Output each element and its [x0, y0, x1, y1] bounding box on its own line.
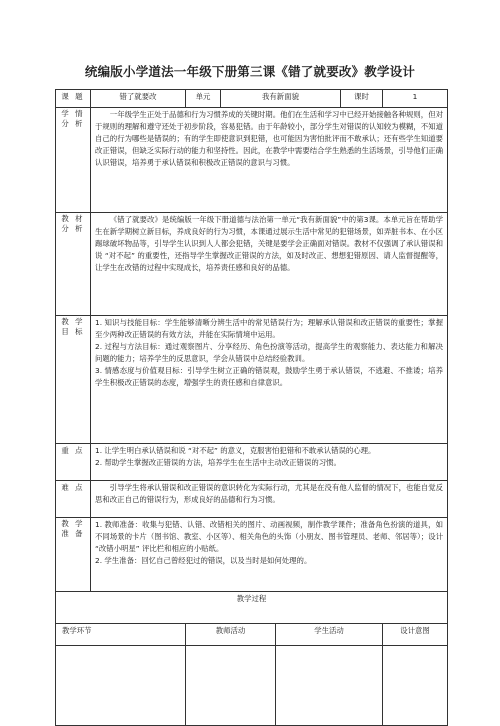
textbook-analysis-label-line2: 分 析	[61, 224, 85, 234]
objectives-content	[91, 316, 448, 444]
key-point-item: 2. 帮助学生掌握改正错误的方法，培养学生在生活中主动改正错误的习惯。	[95, 457, 341, 467]
preparation-label-line2: 准 备	[61, 529, 85, 539]
topic-value: 错了就要改	[91, 90, 186, 108]
difficulty-text: 引导学生将承认错误和改正错误的意识转化为实际行动，尤其是在没有他人监督的情况下，也能自觉反思和改正自己的错误行为，形成良好的品德和行为习惯。	[95, 483, 443, 504]
key-points-content	[91, 444, 448, 481]
unit-value: 我有新面貌	[221, 90, 341, 108]
topic-label: 课 题	[56, 90, 91, 108]
textbook-analysis-label	[56, 213, 91, 316]
difficulty-content	[91, 481, 448, 518]
lesson-plan-table	[55, 89, 448, 726]
hours-label: 课时	[341, 90, 383, 108]
process-cell-student	[276, 646, 383, 726]
document-title: 统编版小学道法一年级下册第三课《错了就要改》教学设计	[84, 64, 416, 79]
process-cell-intent	[383, 646, 448, 726]
hours-value: 1	[383, 90, 448, 108]
preparation-label-line1: 教 学	[61, 519, 85, 528]
student-analysis-content	[91, 108, 448, 213]
preparation-row	[56, 518, 448, 592]
key-points-row	[56, 444, 448, 481]
process-header-row	[56, 624, 448, 646]
preparation-item: 1. 教师准备：收集与犯错、认错、改错相关的图片、动画视频，制作教学课件；准备角色扮演的道具，如不同场景的卡片（图书馆、教室、小区等）、相关角色的头饰（小朋友、图书管理员、老师、邻居等）；设计 “改错小明星” 评比栏和相应的小贴纸。	[95, 520, 443, 553]
objective-item: 3. 情感态度与价值观目标：引导学生树立正确的错误观，鼓励学生勇于承认错误，不逃避、不推诿；培养学生积极改正错误的态度，增强学生的责任感和自律意识。	[95, 365, 443, 387]
header-row	[56, 90, 448, 108]
objective-item: 1. 知识与技能目标：学生能够清晰分辨生活中的常见错误行为；理解承认错误和改正错误的重要性；掌握至少两种改正错误的有效方法，并能在实际情境中运用。	[95, 318, 443, 339]
textbook-analysis-row	[56, 213, 448, 316]
preparation-content	[91, 518, 448, 592]
process-body-row	[56, 646, 448, 726]
preparation-item: 2. 学生准备：回忆自己曾经犯过的错误，以及当时是如何处理的。	[95, 555, 312, 565]
objective-item: 2. 过程与方法目标：通过观察图片、分享经历、角色扮演等活动，提高学生的观察能力、表达能力和解决问题的能力；培养学生的反思意识，学会从错误中总结经验教训。	[95, 341, 443, 363]
difficulty-label: 难 点	[56, 481, 91, 518]
textbook-analysis-label-line1: 教 材	[61, 214, 85, 223]
objectives-label	[56, 316, 91, 444]
preparation-label	[56, 518, 91, 592]
objectives-label-line2: 目 标	[61, 327, 85, 337]
key-points-label: 重 点	[56, 444, 91, 481]
student-analysis-text: 一年级学生正处于品德和行为习惯养成的关键时期。他们在生活和学习中已经开始接触各种规则，但对于规则的理解和遵守还处于初步阶段，容易犯错。由于年龄较小，部分学生对错误的认知较为模糊，不知道自己的行为哪些是错误的；有的学生即使意识到犯错，也可能因为害怕批评而不敢承认；还有些学生知道要改正错误，但缺乏实际行动的能力和坚持性。因此，在教学中需要结合学生熟悉的生活场景，引导他们正确认识错误，培养勇于承认错误和积极改正错误的意识与习惯。	[95, 110, 443, 167]
student-analysis-label-line2: 分 析	[61, 119, 85, 129]
process-title: 教学过程	[56, 592, 448, 624]
process-column-stage: 教学环节	[56, 624, 186, 646]
process-title-row	[56, 592, 448, 624]
process-column-student: 学生活动	[276, 624, 383, 646]
difficulty-row	[56, 481, 448, 518]
process-column-intent: 设计意图	[383, 624, 448, 646]
student-analysis-label-line1: 学 情	[61, 109, 85, 118]
process-cell-stage	[56, 646, 186, 726]
textbook-analysis-content	[91, 213, 448, 316]
textbook-analysis-text: 《错了就要改》是统编版一年级下册道德与法治第一单元“我有新面貌”中的第3课。本单元旨在帮助学生在新学期树立新目标，养成良好的行为习惯，本课通过展示生活中常见的犯错场景，如弄脏书本、在小区踢球破坏物品等，引导学生认识到人人都会犯错，关键是要学会正确面对错误。教材不仅强调了承认错误和说 “对不起” 的重要性，还指导学生掌握改正错误的方法，如及时改正、想想犯错原因、请人监督提醒等，让学生在改错的过程中实现成长，培养责任感和良好的品德。	[95, 215, 443, 272]
objectives-row	[56, 316, 448, 444]
process-cell-teacher	[186, 646, 276, 726]
key-point-item: 1. 让学生明白承认错误和说 “对不起” 的意义，克服害怕犯错和不敢承认错误的心理。	[95, 446, 376, 455]
process-column-teacher: 教师活动	[186, 624, 276, 646]
objectives-label-line1: 教 学	[61, 317, 85, 326]
student-analysis-label	[56, 108, 91, 213]
unit-label: 单元	[186, 90, 221, 108]
student-analysis-row	[56, 108, 448, 213]
